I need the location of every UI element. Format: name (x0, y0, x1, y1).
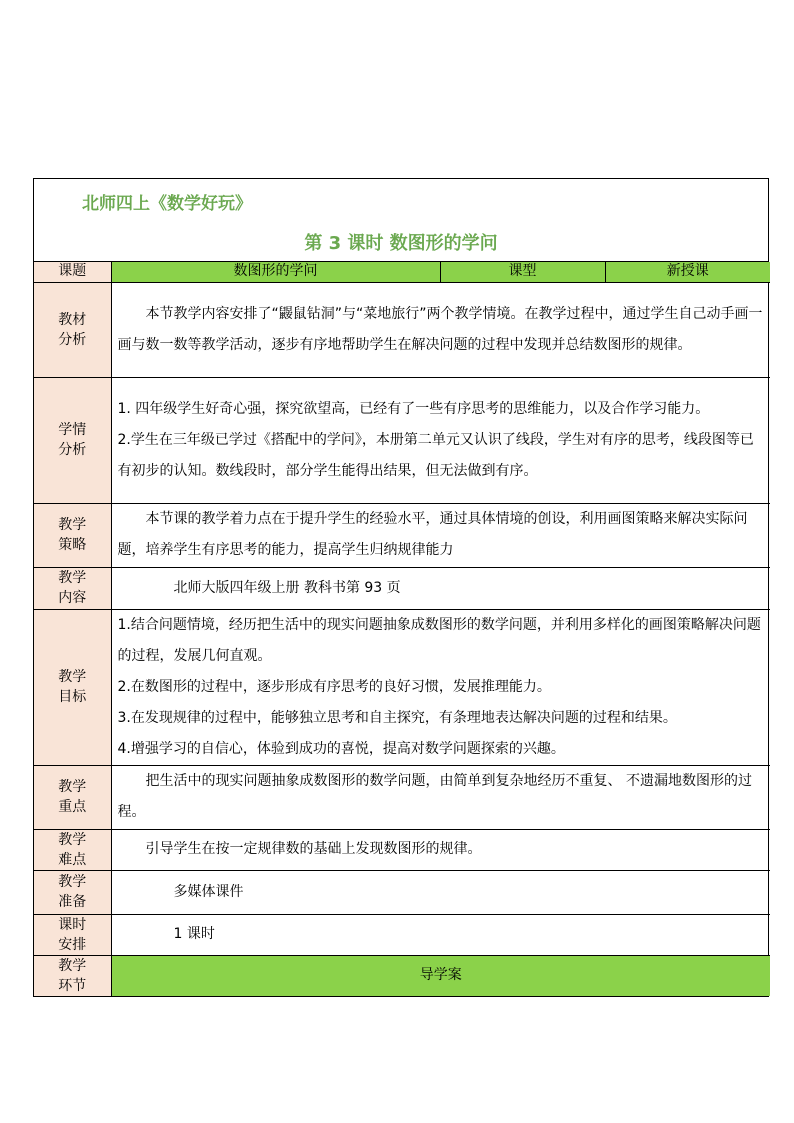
row-student-analysis (34, 377, 770, 503)
row-difficulty (34, 829, 770, 870)
student-analysis-text: 1. 四年级学生好奇心强，探究欲望高，已经有了一些有序思考的思维能力，以及合作学习能力。 2.学生在三年级已学过《搭配中的学问》，本册第二单元又认识了线段，学生对有序的思考，线段图等已有初步的认知。数线段时，部分学生能得出结果，但无法做到有序。 (111, 377, 770, 503)
material-analysis-text: 本节教学内容安排了“鼹鼠钻洞”与“菜地旅行”两个教学情境。在教学过程中，通过学生自己动手画一画与数一数等教学活动，逐步有序地帮助学生在解决问题的过程中发现并总结数图形的规律。 (111, 282, 770, 377)
lesson-plan-sheet (33, 178, 769, 997)
label-strategy: 教学 策略 (34, 503, 111, 567)
label-student-analysis: 学情 分析 (34, 377, 111, 503)
goal-item: 1.结合问题情境，经历把生活中的现实问题抽象成数图形的数学问题，并利用多样化的画图策略解决问题的过程，发展几何直观。 (117, 616, 761, 664)
label-goals: 教学 目标 (34, 609, 111, 765)
label-topic: 课题 (34, 262, 111, 282)
row-goals (34, 609, 770, 765)
topic-value: 数图形的学问 (111, 262, 440, 282)
row-content (34, 567, 770, 609)
row-key-points (34, 765, 770, 829)
goal-item: 2.在数图形的过程中，逐步形成有序思考的良好习惯，发展推理能力。 (117, 678, 551, 695)
row-preparation (34, 870, 770, 914)
book-subtitle: 北师四上《数学好玩》 (82, 194, 252, 214)
label-process: 教学 环节 (34, 955, 111, 996)
hours-text: 1 课时 (111, 914, 770, 955)
label-difficulty: 教学 难点 (34, 829, 111, 870)
label-key-points: 教学 重点 (34, 765, 111, 829)
goal-item: 4.增强学习的自信心，体验到成功的喜悦，提高对数学问题探索的兴趣。 (117, 740, 565, 757)
type-label: 课型 (440, 262, 605, 282)
row-topic (34, 262, 770, 282)
key-points-text: 把生活中的现实问题抽象成数图形的数学问题，由简单到复杂地经历不重复、 不遗漏地数图形的过程。 (111, 765, 770, 829)
row-hours (34, 914, 770, 955)
label-content: 教学 内容 (34, 567, 111, 609)
process-text: 导学案 (111, 955, 770, 996)
label-preparation: 教学 准备 (34, 870, 111, 914)
goals-text (111, 609, 770, 765)
strategy-text: 本节课的教学着力点在于提升学生的经验水平，通过具体情境的创设，利用画图策略来解决实际问题，培养学生有序思考的能力，提高学生归纳规律能力 (111, 503, 770, 567)
goal-item: 3.在发现规律的过程中，能够独立思考和自主探究，有条理地表达解决问题的过程和结果。 (117, 709, 677, 726)
row-strategy (34, 503, 770, 567)
preparation-text: 多媒体课件 (111, 870, 770, 914)
sheet-header (34, 179, 768, 262)
type-value: 新授课 (605, 262, 770, 282)
label-hours: 课时 安排 (34, 914, 111, 955)
row-process (34, 955, 770, 996)
lesson-plan-table (34, 262, 770, 996)
row-material-analysis (34, 282, 770, 377)
lesson-title: 第 3 课时 数图形的学问 (304, 233, 498, 254)
label-material-analysis: 教材 分析 (34, 282, 111, 377)
content-text: 北师大版四年级上册 教科书第 93 页 (111, 567, 770, 609)
difficulty-text: 引导学生在按一定规律数的基础上发现数图形的规律。 (111, 829, 770, 870)
